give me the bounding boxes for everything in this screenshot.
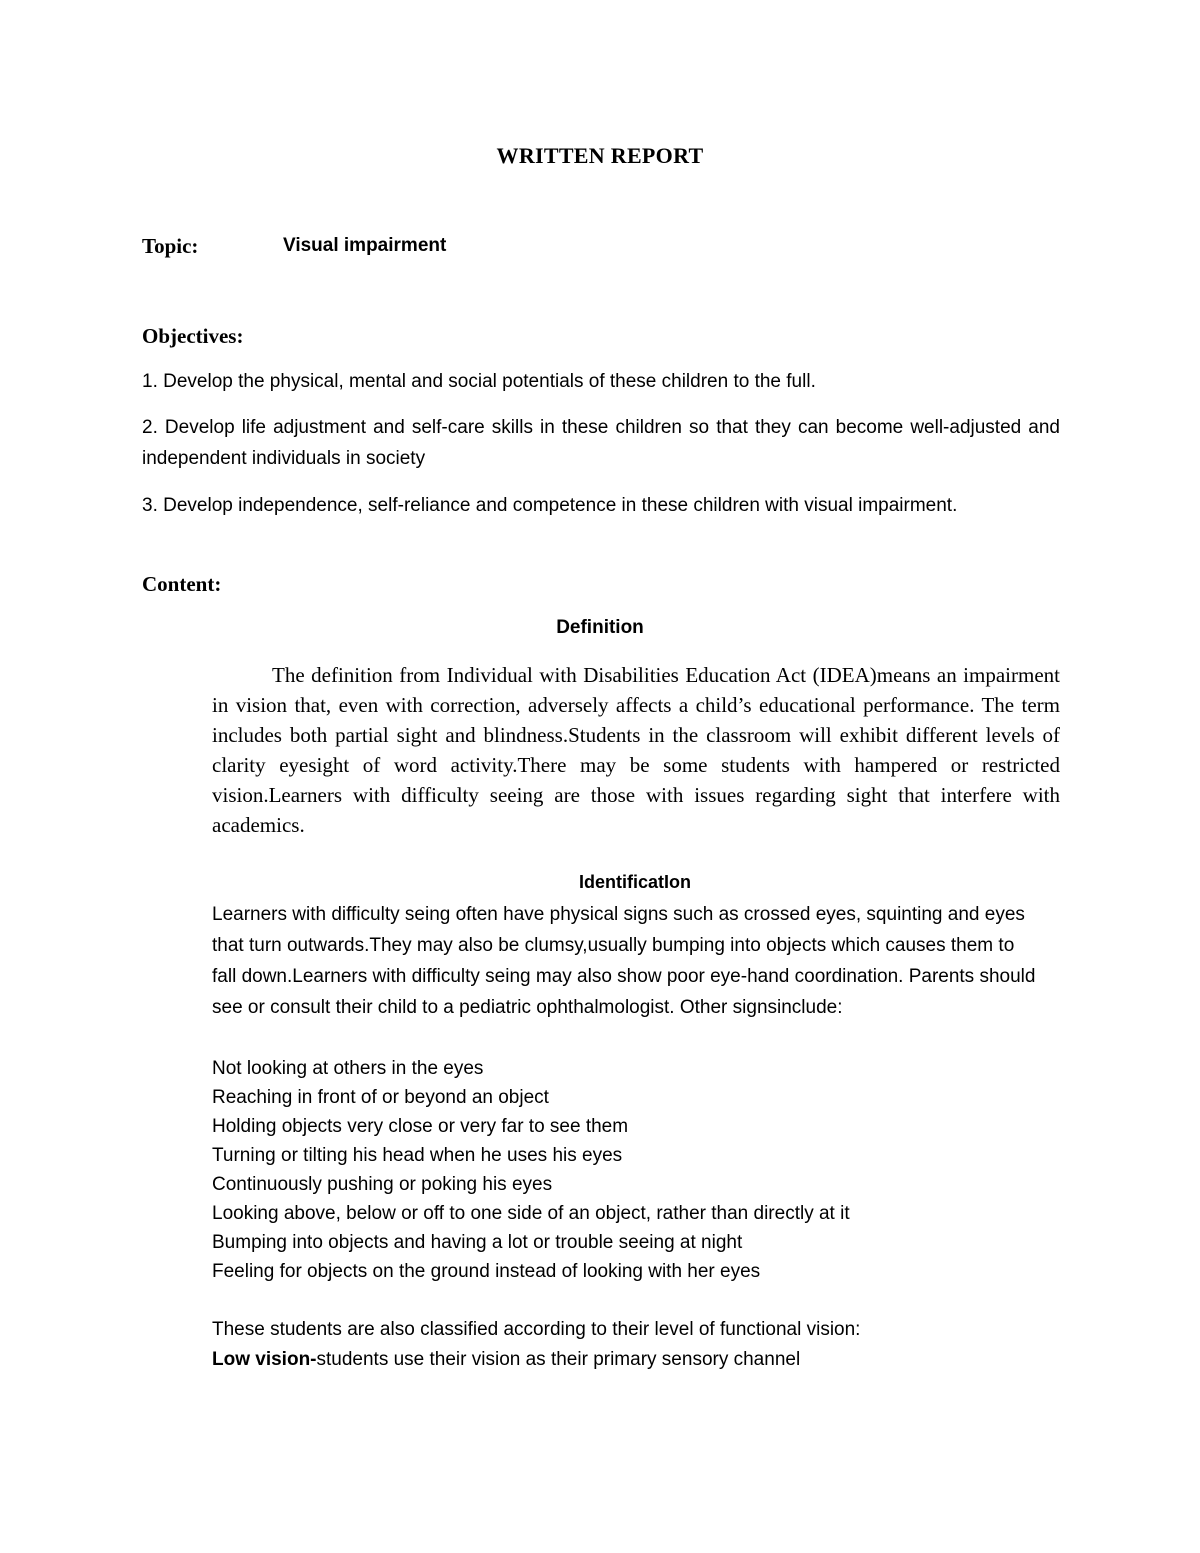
low-vision-definition — [212, 1345, 1072, 1375]
definition-paragraph: The definition from Individual with Disabilities Education Act (IDEA)means an impairment in vision that, even with correction, adversely affects a child’s educational performance. The term includes both partial sight and blindness.Students in the classroom will exhibit different levels of clarity eyesight of word activity.There may be some students with hampered or restricted vision.Learners with difficulty seeing are those with issues regarding sight that interfere with academics. — [212, 663, 1060, 837]
objective-item: 2. Develop life adjustment and self-care skills in these children so that they can become well-adjusted and independent individuals in society — [142, 417, 1060, 469]
classification-intro: These students are also classified according to their level of functional vision: — [212, 1319, 861, 1340]
low-vision-term: Low vision- — [212, 1349, 317, 1370]
sign-item: Not looking at others in the eyes — [212, 1058, 484, 1079]
sign-item: Reaching in front of or beyond an object — [212, 1087, 549, 1108]
sign-item: Turning or tilting his head when he uses his eyes — [212, 1145, 623, 1166]
objective-item: 3. Develop independence, self-reliance and competence in these children with visual impairment. — [142, 495, 958, 516]
sign-item: Looking above, below or off to one side of an object, rather than directly at it — [212, 1203, 850, 1224]
topic-value: Visual impairment — [283, 235, 447, 256]
signs-list — [212, 1054, 1072, 1286]
definition-heading: Definition — [556, 617, 644, 638]
low-vision-text: students use their vision as their primary sensory channel — [316, 1349, 801, 1370]
document-title: WRITTEN REPORT — [496, 143, 704, 168]
topic-label: Topic: — [142, 234, 199, 258]
sign-item: Bumping into objects and having a lot or trouble seeing at night — [212, 1232, 743, 1253]
identification-paragraph: Learners with difficulty seing often have physical signs such as crossed eyes, squinting and eyes that turn outwards.They may also be clumsy,usually bumping into objects which causes them to fall down.Learners with difficulty seing may also show poor eye-hand coordination. Parents should see or consult their child to a pediatric ophthalmologist. Other signsinclude: — [212, 904, 1036, 1018]
objectives-heading: Objectives: — [142, 324, 244, 348]
objective-item: 1. Develop the physical, mental and social potentials of these children to the full. — [142, 371, 816, 392]
content-heading: Content: — [142, 572, 222, 596]
identification-heading: IdentificatIon — [579, 872, 691, 892]
sign-item: Feeling for objects on the ground instead of looking with her eyes — [212, 1261, 761, 1282]
sign-item: Holding objects very close or very far to see them — [212, 1116, 629, 1137]
sign-item: Continuously pushing or poking his eyes — [212, 1174, 553, 1195]
